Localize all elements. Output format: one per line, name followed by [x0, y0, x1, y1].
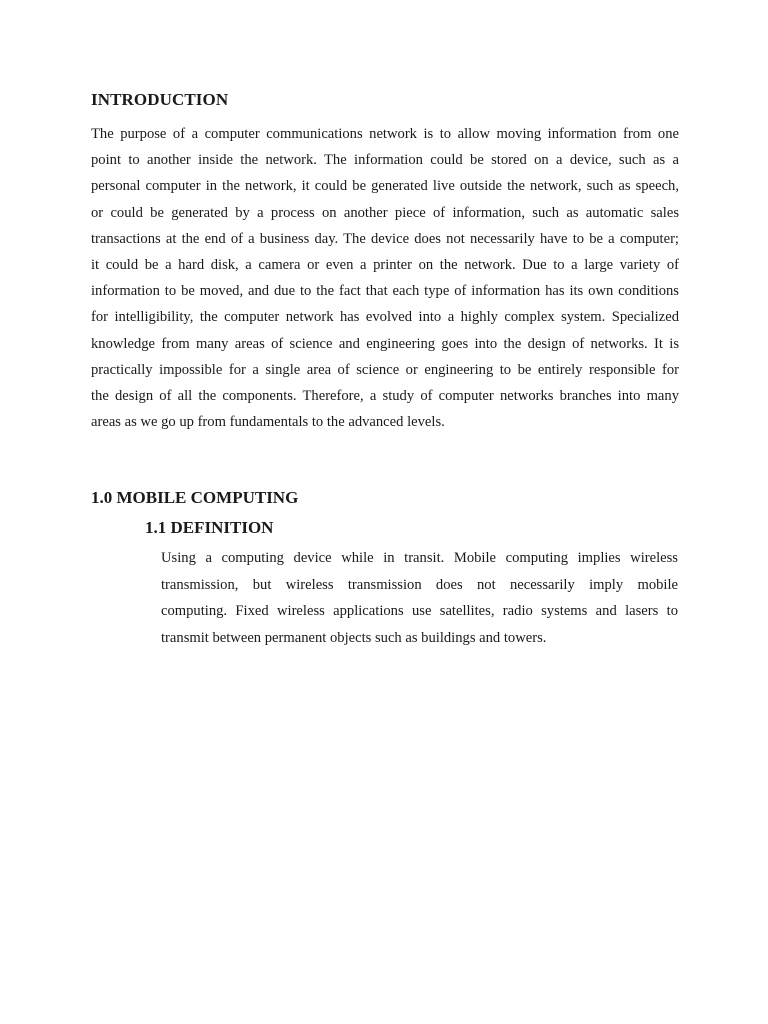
subsection-heading: 1.1 DEFINITION: [145, 518, 274, 537]
introduction-heading: INTRODUCTION: [91, 90, 229, 109]
paragraph-line: personal computer in the network, it could be generated live outside the network, such as speech,: [91, 178, 679, 195]
paragraph-line: computing. Fixed wireless applications use satellites, radio systems and lasers to: [161, 603, 678, 619]
introduction-paragraph: [91, 121, 679, 435]
paragraph-line: Using a computing device while in transit. Mobile computing implies wireless: [161, 550, 678, 566]
paragraph-line: practically impossible for a single area of science or engineering to be entirely responsible for: [91, 361, 679, 378]
paragraph-line: knowledge from many areas of science and engineering goes into the design of networks. It is: [91, 335, 679, 352]
paragraph-line: transmit between permanent objects such as buildings and towers.: [161, 629, 547, 646]
definition-paragraph: [161, 545, 678, 651]
paragraph-line: information to be moved, and due to the fact that each type of information has its own conditions: [91, 283, 679, 300]
section-heading: 1.0 MOBILE COMPUTING: [91, 488, 299, 507]
paragraph-line: areas as we go up from fundamentals to the advanced levels.: [91, 414, 445, 431]
paragraph-line: The purpose of a computer communications network is to allow moving information from one: [91, 126, 679, 142]
paragraph-line: transactions at the end of a business day. The device does not necessarily have to be a computer;: [91, 230, 679, 247]
paragraph-line: it could be a hard disk, a camera or even a printer on the network. Due to a large variety of: [91, 257, 679, 274]
paragraph-line: transmission, but wireless transmission does not necessarily imply mobile: [161, 576, 678, 593]
paragraph-line: the design of all the components. Therefore, a study of computer networks branches into many: [91, 388, 679, 405]
paragraph-line: for intelligibility, the computer network has evolved into a highly complex system. Specialized: [91, 309, 679, 326]
paragraph-line: point to another inside the network. The information could be stored on a device, such as a: [91, 152, 679, 169]
paragraph-line: or could be generated by a process on another piece of information, such as automatic sales: [91, 204, 679, 221]
